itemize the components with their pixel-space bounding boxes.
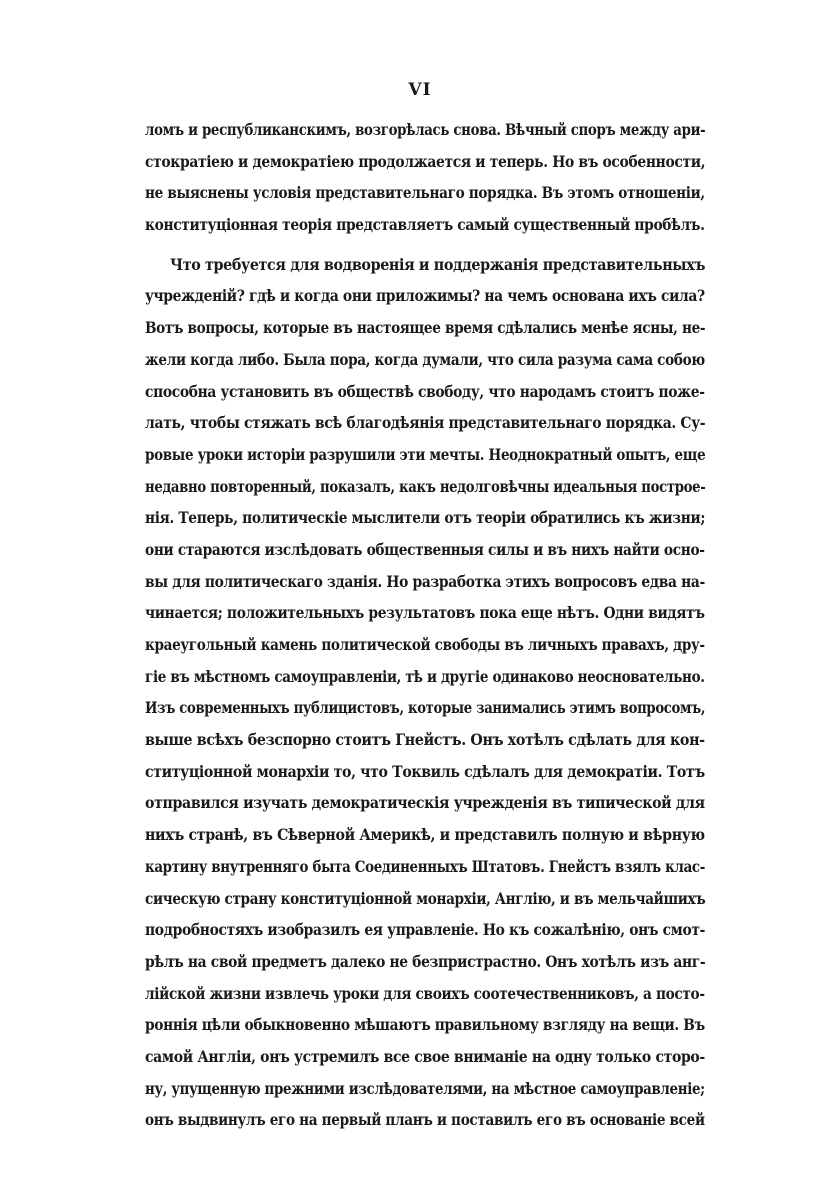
text-line: отправился изучать демократическія учрежденія въ типической для — [145, 793, 705, 813]
text-line: краеугольный камень политической свободы въ личныхъ правахъ, дру- — [145, 635, 705, 654]
text-line: не выяснены условія представительнаго порядка. Въ этомъ отношеніи, — [145, 183, 705, 203]
text-line: Что требуется для водворенія и поддержанія представительныхъ — [170, 254, 706, 274]
text-line: гіе въ мѣстномъ самоуправленіи, тѣ и другіе одинаково неосновательно. — [145, 666, 705, 686]
text-line: стократіею и демократіею продолжается и теперь. Но въ особенности, — [145, 151, 706, 171]
text-line: подробностяхъ изобразилъ ея управленіе. Но къ сожалѣнію, онъ смот- — [145, 920, 706, 940]
text-line: сическую страну конституціонной монархіи, Англію, и въ мельчайшихъ — [145, 888, 706, 908]
text-line: выше всѣхъ безспорно стоитъ Гнейстъ. Онъ хотѣлъ сдѣлать для кон- — [145, 730, 705, 750]
text-line: недавно повторенный, показалъ, какъ недолговѣчны идеальныя построе- — [145, 476, 706, 496]
paragraph-2 — [145, 249, 705, 1136]
text-line: ровые уроки исторіи разрушили эти мечты. Неоднократный опытъ, еще — [145, 444, 706, 464]
text-line: ну, упущенную прежними изслѣдователями, на мѣстное самоуправленіе; — [145, 1078, 705, 1098]
text-line: ломъ и республиканскимъ, возгорѣлась снова. Вѣчный споръ между ари- — [145, 120, 706, 139]
text-line: способна установить въ обществѣ свободу, что народамъ стоитъ поже- — [145, 381, 705, 401]
text-line: рѣлъ на свой предметъ далеко не безпристрастно. Онъ хотѣлъ изъ анг- — [145, 951, 706, 971]
text-line: ституціонной монархіи то, что Токвиль сдѣлалъ для демократіи. Тотъ — [145, 761, 705, 781]
page-number: VI — [408, 80, 432, 100]
text-line: чинается; положительныхъ результатовъ пока еще нѣтъ. Одни видятъ — [145, 603, 705, 623]
text-line: нія. Теперь, политическіе мыслители отъ теоріи обратились къ жизни; — [145, 508, 706, 528]
text-line: вы для политическаго зданія. Но разработка этихъ вопросовъ едва на- — [145, 571, 705, 591]
text-line: самой Англіи, онъ устремилъ все свое вниманіе на одну только сторо- — [145, 1046, 705, 1066]
text-line: картину внутренняго быта Соединенныхъ Штатовъ. Гнейстъ взялъ клас- — [145, 856, 705, 876]
text-line: Вотъ вопросы, которые въ настоящее время сдѣлались менѣе ясны, не- — [145, 318, 706, 338]
text-line: нихъ странѣ, въ Сѣверной Америкѣ, и представилъ полную и вѣрную — [145, 825, 705, 845]
paragraph-1 — [145, 114, 705, 241]
text-line: учрежденій? гдѣ и когда они приложимы? на чемъ основана ихъ сила? — [145, 286, 705, 306]
text-line: роннія цѣли обыкновенно мѣшаютъ правильному взгляду на вещи. Въ — [145, 1015, 705, 1035]
text-line: Изъ современныхъ публицистовъ, которые занимались этимъ вопросомъ, — [145, 698, 706, 718]
text-line: они стараются изслѣдовать общественныя силы и въ нихъ найти осно- — [145, 539, 705, 559]
text-block — [145, 114, 705, 1136]
text-line: жели когда либо. Была пора, когда думали, что сила разума сама собою — [145, 349, 705, 369]
text-line: лать, чтобы стяжать всѣ благодѣянія представительнаго порядка. Су- — [145, 413, 706, 433]
text-line: конституціонная теорія представляетъ самый существенный пробѣлъ. — [145, 215, 705, 235]
text-line: лійской жизни извлечь уроки для своихъ соотечественниковъ, а посто- — [145, 983, 705, 1003]
text-line: онъ выдвинулъ его на первый планъ и поставилъ его въ основаніе всей — [145, 1110, 705, 1130]
